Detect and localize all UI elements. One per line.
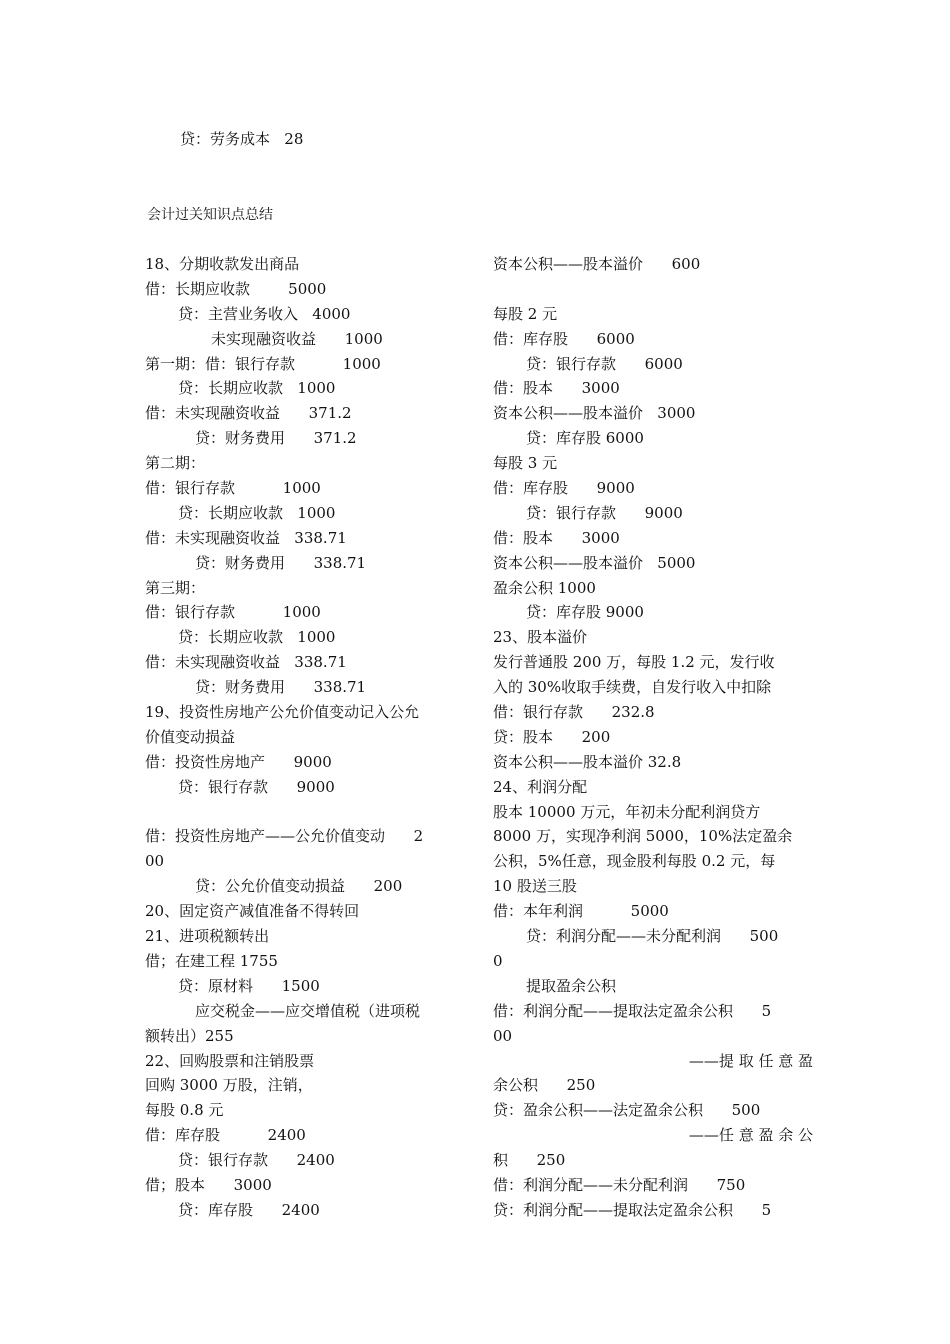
text-line: 提取盈余公积 — [526, 976, 617, 995]
text-line: ——提 取 任 意 盈 — [688, 1051, 813, 1070]
text-line: 19、投资性房地产公允价值变动记入公允 — [145, 703, 420, 722]
text-line: 借：长期应收款 5000 — [145, 279, 327, 298]
text-line: 每股 3 元 — [493, 454, 558, 473]
section-heading: 会计过关知识点总结 — [147, 207, 273, 223]
text-line: 每股 2 元 — [493, 304, 558, 323]
text-line: 借：未实现融资收益 338.71 — [145, 653, 347, 672]
text-line: 股本 10000 万元，年初未分配利润贷方 — [493, 802, 761, 821]
text-line: 借：未实现融资收益 371.2 — [145, 404, 352, 423]
text-line: 借；在建工程 1755 — [145, 951, 278, 970]
text-line — [145, 800, 465, 825]
text-line: 借：利润分配——提取法定盈余公积 5 — [493, 1001, 772, 1020]
text-line: 借：库存股 2400 — [145, 1126, 306, 1145]
text-line: 借：库存股 9000 — [493, 479, 635, 498]
text-line: 资本公积——股本溢价 3000 — [493, 404, 696, 423]
text-line: 22、回购股票和注销股票 — [145, 1051, 315, 1070]
text-line: 贷：长期应收款 1000 — [178, 503, 336, 522]
text-line: 00 — [145, 852, 165, 871]
text-line: 贷：财务费用 338.71 — [195, 553, 367, 572]
text-line: 0 — [493, 951, 503, 970]
text-line: 24、利润分配 — [493, 777, 588, 796]
text-line: 借：投资性房地产 9000 — [145, 752, 332, 771]
text-line: 借：股本 3000 — [493, 528, 620, 547]
text-line: 贷：盈余公积——法定盈余公积 500 — [493, 1101, 761, 1120]
text-line: 价值变动损益 — [145, 727, 236, 746]
left-column — [145, 252, 465, 1223]
text-line: 借；股本 3000 — [145, 1175, 272, 1194]
text-line: 10 股送三股 — [493, 877, 577, 896]
text-line: 未实现融资收益 1000 — [211, 329, 383, 348]
text-line: 借：库存股 6000 — [493, 329, 635, 348]
text-line: 发行普通股 200 万，每股 1.2 元，发行收 — [493, 653, 775, 672]
text-line: 借：本年利润 5000 — [493, 902, 669, 921]
text-line: 贷：财务费用 371.2 — [195, 429, 357, 448]
text-line: 公积，5%任意，现金股利每股 0.2 元，每 — [493, 852, 776, 871]
text-line: 贷：库存股 2400 — [178, 1200, 320, 1219]
text-line: 贷：公允价值变动损益 200 — [195, 877, 403, 896]
text-line: 借：银行存款 1000 — [145, 479, 321, 498]
text-line: 贷：库存股 6000 — [526, 429, 644, 448]
text-line: 贷：长期应收款 1000 — [178, 628, 336, 647]
text-line: 积 250 — [493, 1151, 566, 1170]
text-line: 贷：长期应收款 1000 — [178, 379, 336, 398]
text-line: 贷：财务费用 338.71 — [195, 678, 367, 697]
text-line: 贷：原材料 1500 — [178, 976, 320, 995]
text-line: 盈余公积 1000 — [493, 578, 596, 597]
text-line: 每股 0.8 元 — [145, 1101, 224, 1120]
top-line: 贷：劳务成本 28 — [180, 130, 304, 148]
text-line: 贷：库存股 9000 — [526, 603, 644, 622]
text-line: 借：未实现融资收益 338.71 — [145, 528, 347, 547]
text-line: 第三期： — [145, 578, 206, 597]
text-line: 应交税金——应交增值税（进项税 — [195, 1001, 421, 1020]
text-line: 借：银行存款 232.8 — [493, 703, 655, 722]
text-line: 入的 30%收取手续费，自发行收入中扣除 — [493, 678, 772, 697]
text-line: 贷：主营业务收入 4000 — [178, 304, 351, 323]
text-line: 8000 万，实现净利润 5000，10%法定盈余 — [493, 827, 793, 846]
text-line: 贷：银行存款 9000 — [526, 503, 683, 522]
text-line: 资本公积——股本溢价 5000 — [493, 553, 696, 572]
text-line: 18、分期收款发出商品 — [145, 255, 300, 273]
text-line: 第一期：借：银行存款 1000 — [145, 354, 381, 373]
text-line: 资本公积——股本溢价 600 — [493, 255, 701, 273]
text-line: 借：投资性房地产——公允价值变动 2 — [145, 827, 424, 846]
text-line: 借：利润分配——未分配利润 750 — [493, 1175, 746, 1194]
text-line: ——任 意 盈 余 公 — [688, 1126, 813, 1145]
text-line: 借：银行存款 1000 — [145, 603, 321, 622]
text-line: 资本公积——股本溢价 32.8 — [493, 752, 682, 771]
text-line: 余公积 250 — [493, 1076, 596, 1095]
text-line: 21、进项税额转出 — [145, 927, 270, 946]
text-line: 贷：利润分配——提取法定盈余公积 5 — [493, 1200, 772, 1219]
text-line: 贷：银行存款 9000 — [178, 777, 335, 796]
text-line: 20、固定资产减值准备不得转回 — [145, 902, 360, 921]
text-line: 贷：银行存款 2400 — [178, 1151, 335, 1170]
text-line: 额转出）255 — [145, 1026, 234, 1045]
text-line: 借：股本 3000 — [493, 379, 620, 398]
text-line: 23、股本溢价 — [493, 628, 588, 647]
text-line: 第二期： — [145, 454, 206, 473]
text-line: 贷：银行存款 6000 — [526, 354, 683, 373]
text-line: 贷：利润分配——未分配利润 500 — [526, 927, 779, 946]
text-line: 回购 3000 万股，注销， — [145, 1076, 313, 1095]
text-line: 贷：股本 200 — [493, 727, 611, 746]
text-line: 00 — [493, 1026, 513, 1045]
right-column — [493, 252, 813, 1223]
text-line — [493, 277, 813, 302]
